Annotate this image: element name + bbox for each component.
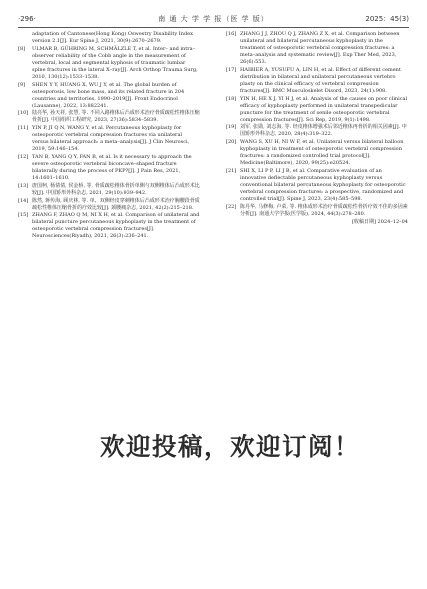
reference-number: [17] xyxy=(226,66,237,73)
reference-number: [10] xyxy=(18,110,29,117)
reference-number: [14] xyxy=(18,197,29,204)
reference-text: ZHANG F, ZHAO Q M, NI X H, et al. Comparison of unilateral and bilateral puncture percutaneous kyphoplasty in the treatment of osteoporotic vertebral compression fractures[J]. Neurosciences(Riyadh), 2021, 26(3):236–241. xyxy=(32,212,200,240)
journal-title: 南 通 大 学 学 报（医 学 版） xyxy=(158,15,269,23)
reference-text: TAN B, YANG Q Y, FAN B, et al. Is it necessary to approach the severe osteoporotic vertebral biconcave–shaped fracture bilaterally during the process of PKP?[J]. J Pain Res, 2021, 14:1601–1610. xyxy=(32,153,192,181)
reference-column-left xyxy=(18,31,200,241)
reference-number: [15] xyxy=(18,212,29,219)
reference-text: WANG S, XU H, NI W F, et al. Unilateral versus bilateral balloon kyphoplasty in treatment of osteoporotic vertebral compression fractures: a randomized controlled trial protocol[J]. Medicine(Baltimore), 2020, 99(25):e20524. xyxy=(240,139,404,167)
reference-item xyxy=(226,96,408,124)
reference-text: 陈丹华, 马修梅, 卢菜, 等. 椎体成形术治疗骨质疏松性骨折疗效不佳的多因素分析[J]. 南通大学学报(医学版), 2024, 44(3):278–280. xyxy=(240,203,408,217)
reference-number: [20] xyxy=(226,139,237,146)
reference-text: ULMAR B, GÜHRING M, SCHMÄLZLE T, et al. Inter– and intra–observer reliability of the Cobb angle in the measurement of vertebral, local and segmental kyphosis of traumatic lumbar spine fractures in the lateral X–ray[J]. Arch Orthop Trauma Surg, 2010, 130(12):1533–1538. xyxy=(32,45,198,80)
reference-number: [22] xyxy=(226,203,237,210)
reference-item xyxy=(18,110,200,124)
running-header xyxy=(18,12,409,26)
reference-text: SHEN Y Y, HUANG X, WU J Y, et al. The global burden of osteoporosis, low bone mass, and its related fracture in 204 countries and territories, 1990–2019[J]. Front Endocrinol (Lausanne), 2022, 13:882241. xyxy=(32,81,185,109)
reference-number: [11] xyxy=(18,125,29,132)
reference-item xyxy=(226,124,408,138)
reference-number: [8] xyxy=(18,45,26,52)
volume-issue: 2025：45(3) xyxy=(365,15,409,23)
reference-item xyxy=(226,204,408,218)
reference-number: [16] xyxy=(226,31,237,37)
reference-text: YIN H, HE X J, YI H J, et al. Analysis of the causes on poor clinical efficacy of kyphoplasty performed in unilateral transpedicular puncture for the treatment of senile osteoporotic vertebral compression fractures[J]. Sci Rep, 2019, 9(1):1498. xyxy=(240,95,408,123)
reference-text: SHI X, LI P P, LI J B, et al. Comparative evaluation of an innovative deflectable percutaneous kyphoplasty versus conventional bilateral percutaneous kyphoplasty for osteoporotic vertebral compression fractures: a prospective, randomized and controlled trial[J]. Spine J, 2023, 23(4):585–598. xyxy=(240,167,406,202)
reference-text: YIN P, JI Q N, WANG Y, et al. Percutaneous kyphoplasty for osteoporotic vertebral compression fractures via unilateral versus bilateral approach: a meta–analysis[J]. J Clin Neurosci, 2019, 59:146–154. xyxy=(32,125,190,153)
reference-item xyxy=(226,31,408,66)
subscription-banner: 欢迎投稿，欢迎订阅！ xyxy=(100,432,360,461)
reference-item xyxy=(18,125,200,153)
reference-item xyxy=(18,31,200,45)
reference-text: 唐国柯, 杨倩倩, 侯金桥, 等. 骨质疏松椎体骨折单侧与双侧椎体后凸成形术比较[J]. 中国矫形外科杂志, 2021, 29(10):939–942. xyxy=(32,182,200,196)
header-rule xyxy=(18,27,409,28)
reference-item xyxy=(18,82,200,110)
reference-number: [9] xyxy=(18,81,26,88)
reference-item xyxy=(18,154,200,182)
reference-item xyxy=(226,139,408,167)
page-number: ·296· xyxy=(18,15,36,23)
reference-text: adaptation of Cantonese(Hong Kong) Oswestry Disability Index version 2.1[J]. Eur Spine J, 2021, 30(9):2670–2679. xyxy=(32,31,193,44)
reference-text: 刘军, 张勋, 刘志海, 等. 经皮椎体增强术后邻近椎体再骨折的相关因素[J]. 中国矫形外科杂志, 2020, 28(4):319–322. xyxy=(240,124,407,138)
reference-item xyxy=(226,168,408,203)
reference-text: 陈然, 蒋传海, 顾庆林, 等. 单、双侧经皮穿刺椎体后凸成形术治疗胸腰段骨质疏松性椎体压缩骨折的疗效比较[J]. 颈腰痛杂志, 2021, 42(2):215–218. xyxy=(32,197,200,211)
reference-number: [13] xyxy=(18,182,29,189)
reference-text: HAIBIER A, YUSUFU A, LIN H, et al. Effect of different cement distribution in bilateral and unilateral percutaneous vertebro plasty on the clinical efficacy of vertebral compression fractures[J]. BMC Musculoskelet Disord, 2023, 24(1):908. xyxy=(240,66,401,94)
reference-text: ZHANG J J, ZHOU Q J, ZHANG Z X, et al. Comparison between unilateral and bilateral percutaneous kyphoplasty in the treatment of osteoporotic vertebral compression fractures: a meta–analysis and systematic review[J]. Exp Ther Med, 2023, 26(6):553. xyxy=(240,31,400,65)
reference-item xyxy=(18,46,200,81)
reference-number: [12] xyxy=(18,153,29,160)
reference-number: [21] xyxy=(226,167,237,174)
reference-item xyxy=(18,183,200,197)
reference-number: [18] xyxy=(226,95,237,102)
reference-column-right xyxy=(226,31,408,226)
received-date: [收稿日期] 2024–12–04 xyxy=(352,218,408,225)
reference-item xyxy=(226,67,408,95)
reference-item xyxy=(18,212,200,240)
reference-text: 陆亮华, 孙天祥, 张慧, 等. 不同入路椎体后凸成形术治疗骨质疏松性椎体压缩骨折[J]. 中国组织工程研究, 2023, 27(36):5834–5839. xyxy=(32,110,200,124)
reference-item xyxy=(18,198,200,212)
reference-number: [19] xyxy=(226,124,237,131)
